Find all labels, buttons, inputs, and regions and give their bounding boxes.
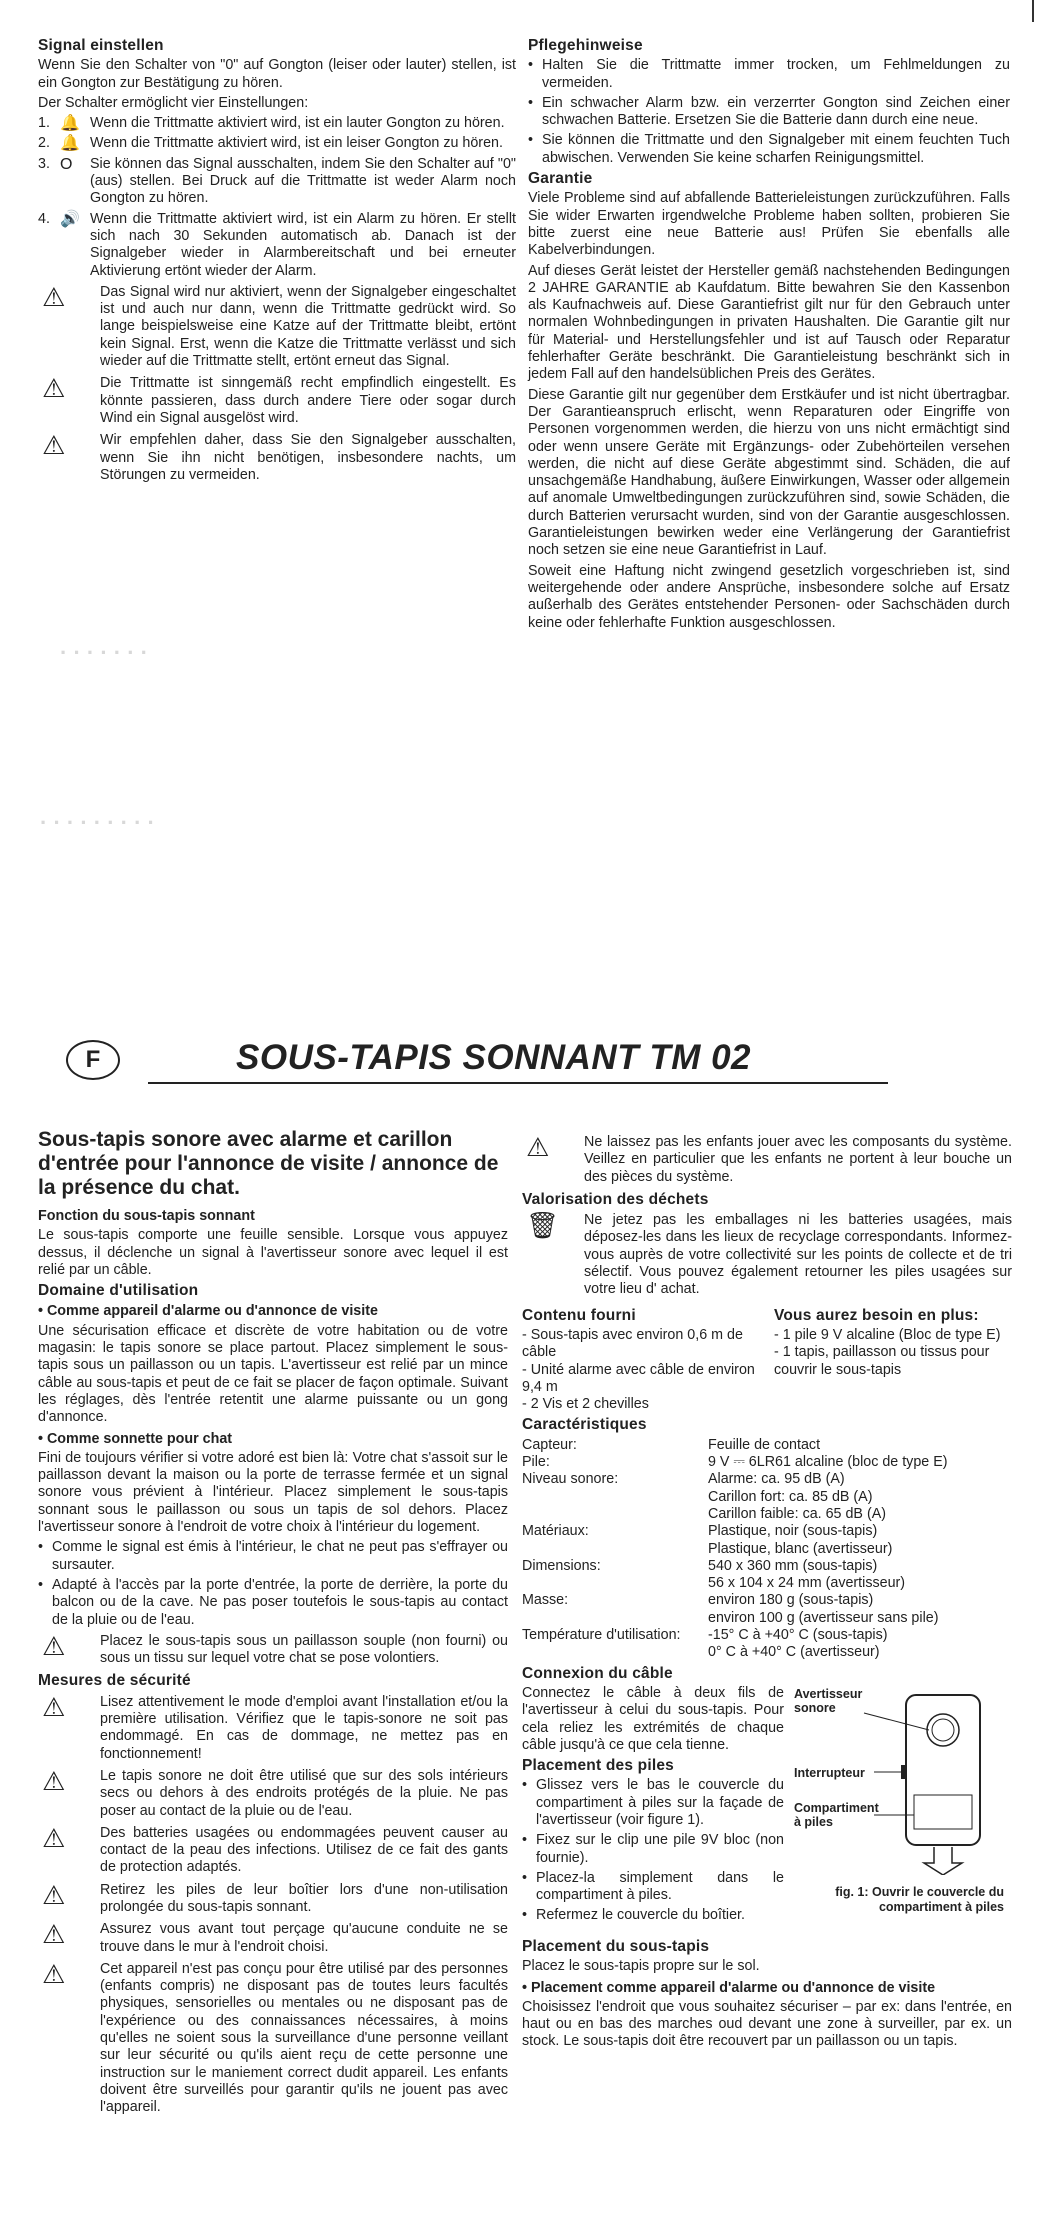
spec-value: 9 V ⎓ 6LR61 alcaline (bloc de type E) — [708, 1454, 948, 1471]
placement-text2: Choisissez l'endroit que vous souhaitez sécuriser – par ex: dans l'entrée, en haut ou en bas des marches oud devant une zone à surveiller, par ex. un stock. Le sous-tapis doit être recouvert par un paillasson ou un tapis. — [522, 1998, 1012, 2050]
spec-row — [522, 1437, 1012, 1454]
chat-subheading: • Comme sonnette pour chat — [38, 1430, 233, 1447]
fonction-text: Le sous-tapis comporte une feuille sensible. Lorsque vous appuyez dessus, il déclenche un signal à l'avertisseur sonore avec lequel il est relié par un câble. — [38, 1227, 508, 1278]
off-icon: O — [60, 155, 73, 173]
spec-value: Feuille de contact — [708, 1436, 821, 1453]
list-item: • Fixez sur le clip une pile 9V bloc (non fournie). — [522, 1832, 784, 1866]
fr-right-column — [522, 1130, 1012, 2054]
warning-triangle-icon: ⚠ — [42, 1879, 66, 1910]
warning-item: ⚠ Placez le sous-tapis sous un paillasson souple (non fourni) ou sous un tissu sur lequel votre chat se pose volontiers. — [38, 1633, 508, 1668]
piles-heading: Placement des piles — [522, 1757, 674, 1775]
besoin-heading: Vous aurez besoin en plus: — [774, 1306, 979, 1324]
spec-row — [522, 1575, 1012, 1592]
list-item: • Ein schwacher Alarm bzw. ein verzerrter Gongton sind Zeichen einer schwachen Batterie. Ersetzen Sie die Batterie dann durch eine neue. — [528, 94, 1010, 129]
signal-heading: Signal einstellen — [38, 37, 164, 54]
warning-item: ⚠ Le tapis sonore ne doit être utilisé que sur des sols intérieurs secs ou dehors à des endroits protégés de la pluie. Ne pas poser au contact de la pluie ou de l'eau. — [38, 1768, 508, 1820]
fr-left-column — [38, 1128, 508, 2122]
spec-row — [522, 1506, 1012, 1523]
spec-value: Plastique, blanc (avertisseur) — [708, 1540, 893, 1557]
connexion-row — [522, 1685, 1012, 1935]
loud-bell-icon: 🔔 — [60, 115, 80, 133]
signal-intro: Wenn Sie den Schalter von "0" auf Gongton (leiser oder lauter) stellen, ist ein Gongton zur Bestätigung zu hören. — [38, 57, 516, 91]
figure-1 — [794, 1685, 1012, 1935]
warning-item: ⚠ Retirez les piles de leur boîtier lors d'une non-utilisation prolongée du sous-tapis sonnant. — [38, 1882, 508, 1917]
spec-key — [522, 1644, 708, 1661]
connexion-heading: Connexion du câble — [522, 1664, 673, 1682]
spec-value: 56 x 104 x 24 mm (avertisseur) — [708, 1575, 906, 1592]
list-item: • Glissez vers le bas le couvercle du compartiment à piles sur la façade de l'avertisseur (voir figure 1). — [522, 1777, 784, 1828]
fig-label-sonore: Avertisseur sonore — [794, 1686, 863, 1715]
spec-row — [522, 1558, 1012, 1575]
garantie-heading: Garantie — [528, 170, 593, 188]
list-item: • Halten Sie die Trittmatte immer trocken, um Fehlmeldungen zu vermeiden. — [528, 57, 1010, 91]
spec-key: Pile: — [522, 1454, 550, 1471]
warning-item: ⚠ Die Trittmatte ist sinngemäß recht empfindlich eingestellt. Es könnte passieren, dass durch andere Tiere oder sogar durch Wind ein Signal ausgelöst wird. — [38, 375, 516, 427]
connexion-text: Connectez le câble à deux fils de l'avertisseur à celui du sous-tapis. Pour cela reliez les extrémités de chaque câble jusqu'à ce que cela tienne. — [522, 1684, 784, 1753]
spec-value: 0° C à +40° C (avertisseur) — [708, 1644, 880, 1661]
spec-key: Température d'utilisation: — [522, 1627, 681, 1644]
list-item: - 2 Vis et 2 chevilles — [522, 1396, 649, 1413]
spec-value: Carillon faible: ca. 65 dB (A) — [708, 1505, 886, 1522]
spec-key: Masse: — [522, 1592, 569, 1609]
main-heading: Sous-tapis sonore avec alarme et carillon d'entrée pour l'annonce de visite / annonce de la présence du chat. — [38, 1128, 499, 1199]
show-through-mark: · · · · · · · — [60, 640, 148, 665]
signal-item: 3. O Sie können das Signal ausschalten, indem Sie den Schalter auf "0" (aus) stellen. Bei Druck auf die Trittmatte ist weder Alarm noch Gongton zu hören. — [38, 155, 516, 207]
warning-triangle-icon: ⚠ — [42, 1958, 66, 1989]
page-title: SOUS-TAPIS SONNANT TM 02 — [236, 1038, 752, 1077]
dechets-heading: Valorisation des déchets — [522, 1190, 709, 1208]
warning-item: ⚠ Wir empfehlen daher, dass Sie den Signalgeber ausschalten, wenn Sie ihn nicht benötigen, insbesondere nachts, um Störungen zu vermeiden. — [38, 432, 516, 484]
title-underline — [148, 1082, 888, 1084]
spec-value: environ 180 g (sous-tapis) — [708, 1592, 874, 1609]
list-item: - 1 tapis, paillasson ou tissus pour couvrir le sous-tapis — [774, 1344, 990, 1378]
spec-value: Carillon fort: ca. 85 dB (A) — [708, 1488, 873, 1505]
warning-triangle-icon: ⚠ — [42, 281, 66, 312]
fig-label-compartiment: Compartiment à piles — [794, 1800, 879, 1829]
contenu-besoin-row — [522, 1304, 1012, 1414]
de-left-column — [38, 34, 516, 489]
warning-triangle-icon: ⚠ — [42, 1765, 66, 1796]
warning-triangle-icon: ⚠ — [42, 1822, 66, 1853]
spec-row — [522, 1471, 1012, 1488]
alarme-text: Une sécurisation efficace et discrète de votre habitation ou de votre magasin: le tapis sonore se place partout. Placez simplement le sous-tapis sous un paillasson ou un tapis. L'avertisseur est relié par un mince câble au sous-tapis et peut de ce fait se placer de façon optimale. Suivant les réglages, dès l'entrée retentit une alarme puissante ou un gong d'annonce. — [38, 1322, 508, 1426]
connexion-text-block — [522, 1685, 784, 1935]
spec-value: Plastique, noir (sous-tapis) — [708, 1523, 878, 1540]
fonction-heading: Fonction du sous-tapis sonnant — [38, 1208, 255, 1224]
placement-text: Placez le sous-tapis propre sur le sol. — [522, 1958, 760, 1975]
spec-row — [522, 1454, 1012, 1471]
placement-heading: Placement du sous-tapis — [522, 1937, 710, 1955]
spec-key — [522, 1575, 708, 1592]
spec-key — [522, 1506, 708, 1523]
warning-triangle-icon: ⚠ — [42, 430, 66, 461]
chat-text: Fini de toujours vérifier si votre adoré est bien là: Votre chat s'assoit sur le paillasson devant la maison ou la porte de terrasse fermée et un signal sonore vous prévient à l'intérieur. Placez simplement le sous-tapis sonnant sous le paillasson ou sous un tapis de sol dehors. Placez l'avertisseur sonore à l'endroit de votre choix à l'intérieur du logement. — [38, 1449, 508, 1536]
list-item: • Sie können die Trittmatte und den Signalgeber mit einem feuchten Tuch abwischen. Verwenden Sie keine scharfen Reinigungsmittel. — [528, 132, 1010, 166]
show-through-mark: · · · · · · · · · — [40, 810, 155, 835]
spec-value: Alarme: ca. 95 dB (A) — [708, 1471, 845, 1488]
spec-key — [522, 1610, 708, 1627]
spec-row — [522, 1489, 1012, 1506]
figure-caption: fig. 1: Ouvrir le couvercle du compartiment à piles — [835, 1884, 1004, 1914]
garantie-paragraph: Auf dieses Gerät leistet der Hersteller gemäß nachstehenden Bedingungen 2 JAHRE GARANTIE ab Kaufdatum. Bitte bewahren Sie den Kassenbon als Kaufnachweis auf. Diese Garantiefrist gilt nur für den Gebrauch unter normalen Wohnbedingungen in privaten Haushalten. Die Garantie gilt nur für Material- und Herstellungsfehler und ist auf Tausch oder Reparatur fehlerhafter Geräte beschränkt. Die Garantieleistung beschränkt sich in jedem Fall auf den handelsüblichen Preis des Gerätes. — [528, 262, 1010, 383]
carac-heading: Caractéristiques — [522, 1416, 647, 1434]
spec-key: Niveau sonore: — [522, 1471, 619, 1488]
alarm-speaker-icon: 🔊 — [60, 210, 80, 228]
placement-subheading: • Placement comme appareil d'alarme ou d'annonce de visite — [522, 1979, 936, 1996]
domaine-heading: Domaine d'utilisation — [38, 1282, 199, 1300]
contenu-block — [522, 1304, 760, 1414]
warning-item: ⚠ Lisez attentivement le mode d'emploi avant l'installation et/ou la première utilisation. Vérifiez que le tapis-sonore ne soit pas endommagé. En cas de dommage, ne mettez pas en fonctionnement! — [38, 1694, 508, 1763]
language-badge: F — [66, 1040, 120, 1080]
spec-value: environ 100 g (avertisseur sans pile) — [708, 1609, 939, 1626]
list-item: • Adapté à l'accès par la porte d'entrée, la porte de derrière, la porte du balcon ou de la cave. Ne pas poser toutefois le sous-tapis au contact de la pluie ou de l'eau. — [38, 1576, 508, 1628]
warning-triangle-icon: ⚠ — [42, 1630, 66, 1661]
spec-key: Capteur: — [522, 1436, 577, 1453]
spec-row — [522, 1627, 1012, 1644]
spec-row — [522, 1644, 1012, 1661]
garantie-paragraph: Diese Garantie gilt nur gegenüber dem Erstkäufer und ist nicht übertragbar. Der Garantieanspruch erlischt, wenn Reparaturen oder Eingriffe von Personen vorgenommen werden, die hierzu von uns nicht ermächtigt sind oder wenn unsere Geräte mit Ergänzungs- oder Zubehörteilen versehen werden, die nicht auf diese Geräte abgestimmt sind. Schäden, die auf unsachgemäße Handhabung, äußere Einwirkungen, Wasser oder allgemein auf anomale Umweltbedingungen zurückzuführen sind, sowie Schäden, die durch Batterien verursacht wurden, sind von der Garantie ausgeschlossen. Garantieleistungen bewirken weder eine Verlängerung der Garantiefrist noch setzen sie eine neue Garantiefrist in Lauf. — [528, 386, 1010, 559]
warning-triangle-icon: ⚠ — [42, 1691, 66, 1722]
spec-key — [522, 1541, 708, 1558]
alarme-subheading: • Comme appareil d'alarme ou d'annonce de visite — [38, 1303, 378, 1320]
warning-item: ⚠ Assurez vous avant tout perçage qu'aucune conduite ne se trouve dans le mur à l'endroit choisi. — [38, 1921, 508, 1956]
spec-row — [522, 1541, 1012, 1558]
warning-item: ⚠ Ne laissez pas les enfants jouer avec les composants du système. Veillez en particulier que les enfants ne portent à leur bouche un des pièces du système. — [522, 1134, 1012, 1186]
spec-row — [522, 1523, 1012, 1540]
garantie-paragraph: Soweit eine Haftung nicht zwingend gesetzlich vorgeschrieben ist, sind weitergehende oder andere Ansprüche, insbesondere solche auf Ersatz außerhalb des Gerätes entstehender Personen- oder Sachschäden durch keine oder fehlerhafte Funktion ausgeschlossen. — [528, 562, 1010, 631]
page-edge-mark — [1032, 0, 1034, 22]
warning-item: ⚠ Das Signal wird nur aktiviert, wenn der Signalgeber eingeschaltet ist und auch nur dann, wenn die Trittmatte gedrückt wird. So lange beispielsweise eine Katze auf der Trittmatte bleibt, ertönt kein Signal. Erst, wenn die Katze die Trittmatte verlässt und sich wieder auf die Trittmatte stellt, ertönt erneut das Signal. — [38, 284, 516, 370]
spec-value: 540 x 360 mm (sous-tapis) — [708, 1557, 878, 1574]
list-item: • Placez-la simplement dans le compartiment à piles. — [522, 1869, 784, 1904]
garantie-paragraph: Viele Probleme sind auf abfallende Batterieleistungen zurückzuführen. Falls Sie wider Erwarten irgendwelche Probleme haben sollten, probieren Sie bitte zuerst eine neue Batterie aus! Prüfen Sie ebenfalls alle Kabelverbindungen. — [528, 190, 1010, 259]
specs-table — [522, 1437, 1012, 1662]
spec-row — [522, 1610, 1012, 1627]
list-item: - 1 pile 9 V alcaline (Bloc de type E) — [774, 1326, 1001, 1343]
signal-item: 2. 🔔 Wenn die Trittmatte aktiviert wird, ist ein leiser Gongton zu hören. — [38, 135, 503, 153]
signal-intro2: Der Schalter ermöglicht vier Einstellungen: — [38, 94, 309, 111]
soft-bell-icon: 🔔 — [60, 135, 80, 153]
list-item: - Sous-tapis avec environ 0,6 m de câble — [522, 1326, 743, 1361]
spec-row — [522, 1592, 1012, 1609]
pflege-heading: Pflegehinweise — [528, 37, 643, 54]
spec-key: Matériaux: — [522, 1523, 589, 1540]
list-item: • Refermez le couvercle du boîtier. — [522, 1907, 745, 1924]
warning-triangle-icon: ⚠ — [42, 373, 66, 404]
spec-key: Dimensions: — [522, 1557, 601, 1574]
signal-item: 1. 🔔 Wenn die Trittmatte aktiviert wird, ist ein lauter Gongton zu hören. — [38, 115, 505, 133]
warning-triangle-icon: ⚠ — [42, 1919, 66, 1950]
signal-item: 4. 🔊 Wenn die Trittmatte aktiviert wird, ist ein Alarm zu hören. Er stellt sich nach 30 Sekunden automatisch ab. Danach ist der Signalgeber wieder in Alarmbereitschaft und bei erneuter Aktivierung ertönt wieder der Alarm. — [38, 210, 516, 279]
list-item: • Comme le signal est émis à l'intérieur, le chat ne peut pas s'effrayer ou sursauter. — [38, 1539, 508, 1573]
spec-key — [522, 1489, 708, 1506]
crossed-bin-icon: 🗑 — [526, 1210, 560, 1241]
warning-item: ⚠ Cet appareil n'est pas conçu pour être utilisé par des personnes (enfants compris) ne disposant pas de toutes leurs facultés physiques, sensorielles ou mentales ou ne disposant pas de l'expérience ou des connaissances nécessaires, à moins qu'elles ne soient sous la surveillance d'une personne veillant sur leur sécurité ou qu'ils aient reçu de cette personne une instruction sur le maniement correct dudit appareil. Les enfants doivent être surveillés pour garantir qu'ils ne jouent pas avec l'appareil. — [38, 1961, 508, 2117]
besoin-block — [774, 1304, 1012, 1414]
contenu-heading: Contenu fourni — [522, 1306, 636, 1324]
warning-item: ⚠ Des batteries usagées ou endommagées peuvent causer au contact de la peau des infections. Utilisez de ce fait des gants de protection adaptés. — [38, 1825, 508, 1877]
recycling-item: 🗑 Ne jetez pas les emballages ni les batteries usagées, mais déposez-les dans les lieux de recyclage correspondants. Informez-vous auprès de votre collectivité sur les points de collecte et de tri sélectif. Vous pouvez également retourner les piles usagées sur votre lieu d' achat. — [522, 1212, 1012, 1298]
fig-label-interrupteur: Interrupteur — [794, 1765, 865, 1780]
warning-triangle-icon: ⚠ — [526, 1132, 550, 1162]
list-item: - Unité alarme avec câble de environ 9,4 m — [522, 1361, 755, 1395]
securite-heading: Mesures de sécurité — [38, 1672, 191, 1690]
de-right-column — [528, 34, 1010, 635]
spec-value: -15° C à +40° C (sous-tapis) — [708, 1627, 888, 1644]
